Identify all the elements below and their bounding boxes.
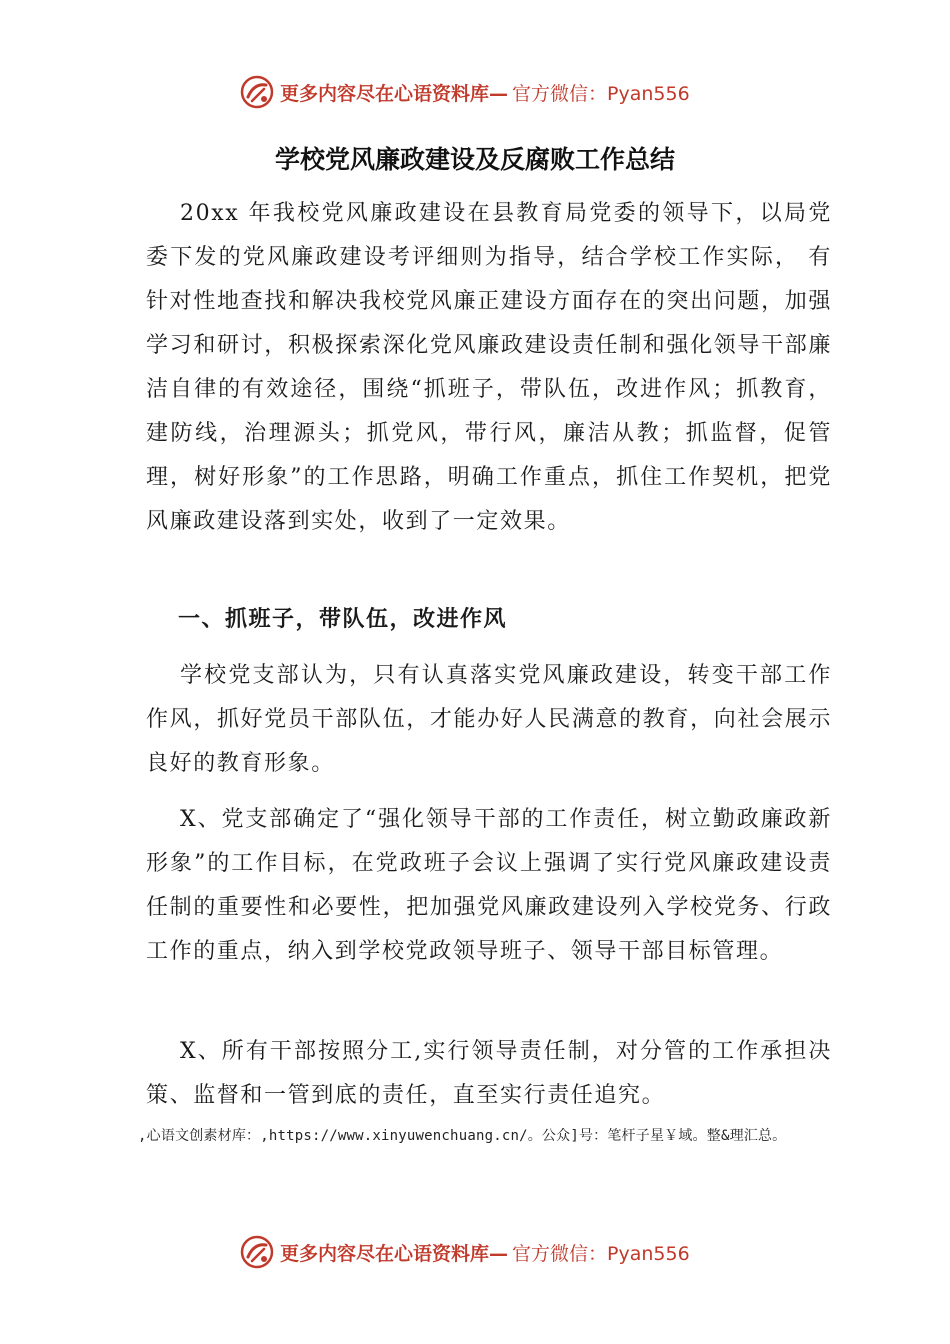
footer-banner (0, 1230, 950, 1274)
banner-slogan: 更多内容尽在心语资料库— (280, 82, 509, 105)
section-paragraph-2: X、党支部确定了“强化领导干部的工作责任，树立勤政廉政新形象”的工作目标，在党政班子会议上强调了实行党风廉政建设责任制的重要性和必要性，把加强党风廉政建设列入学校党务、行政工作的重点，纳入到学校党政领导班子、领导干部目标管理。 (146, 807, 832, 964)
brand-logo-icon (240, 1235, 274, 1269)
source-note: ,心语文创素材库：,https://www.xinyuwenchuang.cn/。公众]号：笔杆子星￥域。整&理汇总。 (138, 1128, 787, 1144)
banner-slogan: 更多内容尽在心语资料库— (280, 1242, 509, 1265)
header-banner (0, 70, 950, 114)
banner-contact: 官方微信：Pyan556 (512, 1242, 690, 1265)
brand-logo-icon (240, 75, 274, 109)
section-paragraph-3: X、所有干部按照分工,实行领导责任制，对分管的工作承担决策、监督和一管到底的责任，直至实行责任追究。 (146, 1039, 832, 1108)
section-heading: 一、抓班子，带队伍，改进作风 (178, 607, 508, 632)
document-title: 学校党风廉政建设及反腐败工作总结 (274, 145, 675, 174)
section-paragraph-1: 学校党支部认为，只有认真落实党风廉政建设，转变干部工作作风，抓好党员干部队伍，才能办好人民满意的教育，向社会展示良好的教育形象。 (146, 663, 832, 776)
banner-contact: 官方微信：Pyan556 (512, 82, 690, 105)
intro-paragraph: 20xx 年我校党风廉政建设在县教育局党委的领导下，以局党委下发的党风廉政建设考评细则为指导，结合学校工作实际， 有针对性地查找和解决我校党风廉正建设方面存在的突出问题，加强学习和研讨，积极探索深化党风廉政建设责任制和强化领导干部廉洁自律的有效途径，围绕“抓班子，带队伍，改进作风；抓教育，建防线，治理源头；抓党风，带行风，廉洁从教；抓监督，促管理，树好形象”的工作思路，明确工作重点，抓住工作契机，把党风廉政建设落到实处，收到了一定效果。 (146, 201, 832, 534)
